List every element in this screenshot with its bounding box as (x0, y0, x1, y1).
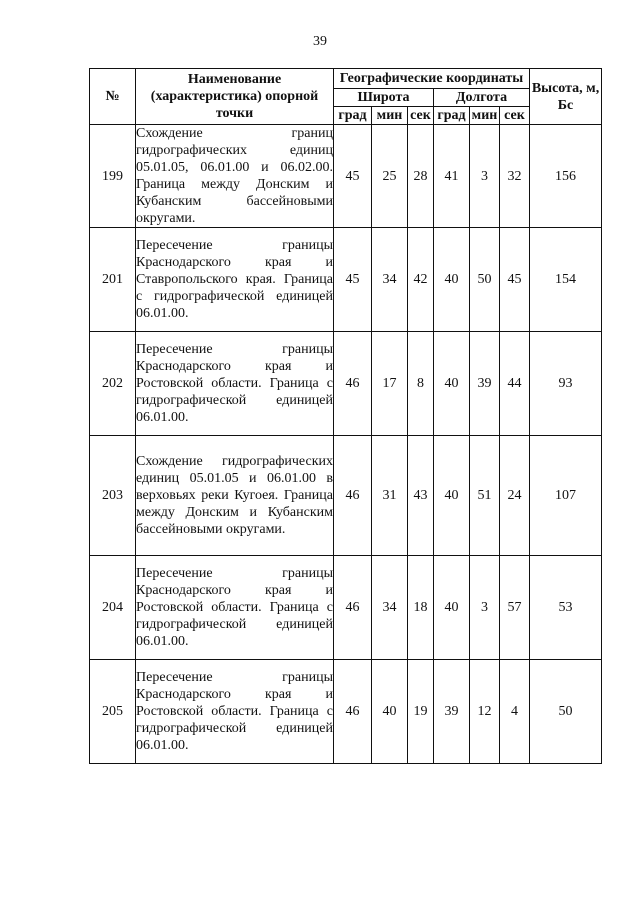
lon-min: 3 (470, 125, 500, 228)
lat-min: 17 (372, 332, 408, 436)
lat-deg: 46 (334, 556, 372, 660)
lat-min: 31 (372, 436, 408, 556)
point-description: Пересечение границы Краснодарского края и Ростовской области. Граница с гидрографической единицей 06.01.00. (136, 332, 334, 436)
lat-deg: 46 (334, 660, 372, 764)
height: 107 (530, 436, 602, 556)
header-height: Высота, м, Бс (530, 69, 602, 125)
point-number: 204 (90, 556, 136, 660)
header-latitude: Широта (334, 89, 434, 107)
lon-deg: 41 (434, 125, 470, 228)
lat-min: 34 (372, 556, 408, 660)
point-number: 203 (90, 436, 136, 556)
table-row (90, 436, 602, 556)
table-row (90, 228, 602, 332)
lon-deg: 40 (434, 332, 470, 436)
point-description: Пересечение границы Краснодарского края и Ставропольского края. Граница с гидрографической единицей 06.01.00. (136, 228, 334, 332)
lat-deg: 46 (334, 332, 372, 436)
header-lat-deg: град (334, 107, 372, 125)
header-lon-sec: сек (500, 107, 530, 125)
lat-sec: 19 (408, 660, 434, 764)
point-description: Схождение гидрографических единиц 05.01.05 и 06.01.00 в верховьях реки Кугоея. Граница между Донским и Кубанским бассейновыми округами. (136, 436, 334, 556)
point-description: Пересечение границы Краснодарского края и Ростовской области. Граница с гидрографической единицей 06.01.00. (136, 556, 334, 660)
lon-deg: 40 (434, 556, 470, 660)
coordinates-table (89, 68, 602, 764)
lon-min: 39 (470, 332, 500, 436)
lon-sec: 44 (500, 332, 530, 436)
point-number: 205 (90, 660, 136, 764)
lat-min: 34 (372, 228, 408, 332)
lat-sec: 18 (408, 556, 434, 660)
lon-min: 50 (470, 228, 500, 332)
header-lon-min: мин (470, 107, 500, 125)
lon-sec: 32 (500, 125, 530, 228)
table-row (90, 332, 602, 436)
height: 156 (530, 125, 602, 228)
header-lat-min: мин (372, 107, 408, 125)
header-lat-sec: сек (408, 107, 434, 125)
point-description: Схождение границ гидрографических единиц 05.01.05, 06.01.00 и 06.02.00. Граница между Донским и Кубанским бассейновыми округами. (136, 126, 333, 226)
lat-sec: 42 (408, 228, 434, 332)
header-longitude: Долгота (434, 89, 530, 107)
lon-deg: 40 (434, 228, 470, 332)
header-number: № (90, 69, 136, 125)
lat-deg: 45 (334, 228, 372, 332)
lon-sec: 45 (500, 228, 530, 332)
table-body (90, 125, 602, 764)
table-row (90, 660, 602, 764)
lat-min: 25 (372, 125, 408, 228)
height: 93 (530, 332, 602, 436)
height: 50 (530, 660, 602, 764)
lon-deg: 40 (434, 436, 470, 556)
point-description: Пересечение границы Краснодарского края и Ростовской области. Граница с гидрографической единицей 06.01.00. (136, 660, 334, 764)
lat-deg: 45 (334, 125, 372, 228)
table-header (90, 69, 602, 125)
lon-deg: 39 (434, 660, 470, 764)
lat-sec: 28 (408, 125, 434, 228)
point-number: 199 (90, 125, 136, 228)
lon-sec: 24 (500, 436, 530, 556)
table-row (90, 556, 602, 660)
lon-min: 3 (470, 556, 500, 660)
page-number: 39 (313, 34, 327, 49)
lon-sec: 57 (500, 556, 530, 660)
height: 53 (530, 556, 602, 660)
height: 154 (530, 228, 602, 332)
lon-min: 51 (470, 436, 500, 556)
lat-sec: 43 (408, 436, 434, 556)
lon-min: 12 (470, 660, 500, 764)
lon-sec: 4 (500, 660, 530, 764)
table-row (90, 125, 602, 228)
header-coordinates: Географические координаты (334, 69, 530, 89)
header-name: Наименование (характеристика) опорной точки (136, 69, 334, 125)
point-number: 201 (90, 228, 136, 332)
header-lon-deg: град (434, 107, 470, 125)
point-number: 202 (90, 332, 136, 436)
lat-min: 40 (372, 660, 408, 764)
lat-sec: 8 (408, 332, 434, 436)
lat-deg: 46 (334, 436, 372, 556)
